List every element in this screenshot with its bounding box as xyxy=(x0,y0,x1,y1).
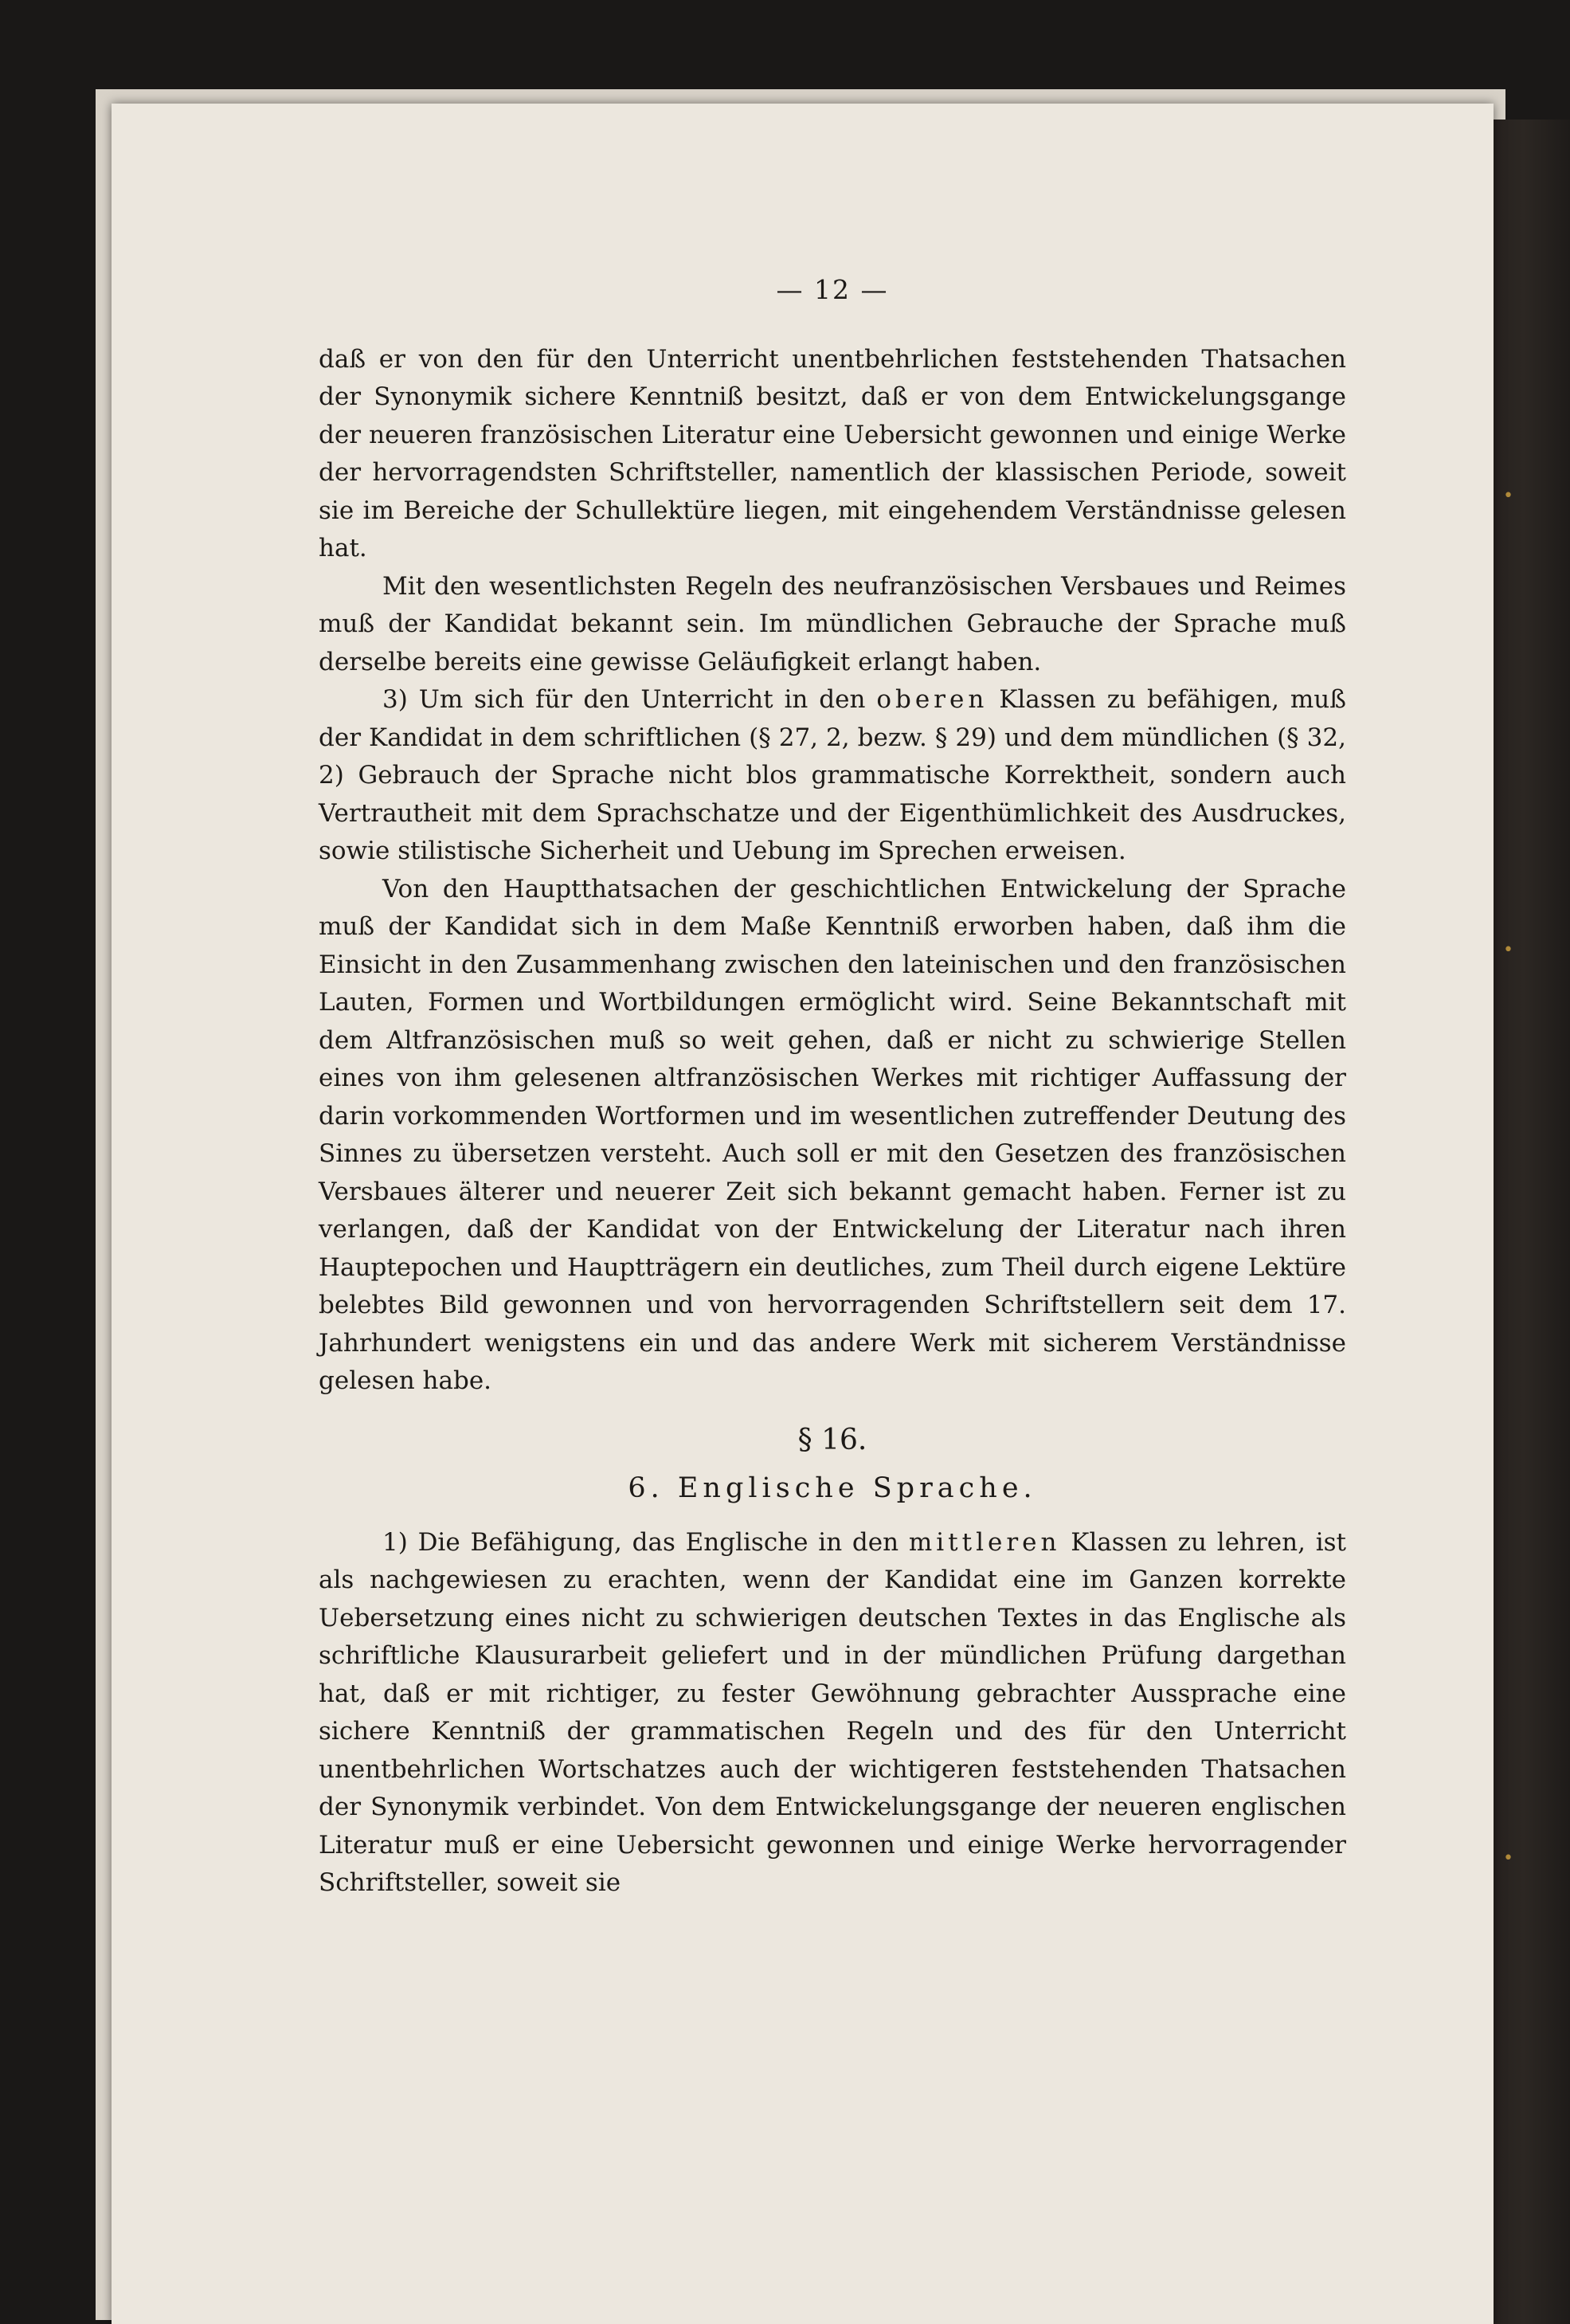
page-number: — 12 — xyxy=(776,274,889,305)
section-heading: 6. Englische Sprache. xyxy=(628,1472,1037,1504)
adjacent-page-edge xyxy=(1494,120,1570,2324)
paragraph: daß er von den für den Unterricht unentbehrlichen feststehenden Thatsachen der Synonymik sichere Kenntniß besitzt, daß er von dem Entwickelungsgange der neueren französischen Literatur eine Uebersicht gewonnen und einige Werke der hervorragendsten Schriftsteller, namentlich der klassischen Periode, soweit sie im Bereiche der Schullektüre liegen, mit eingehendem Verständnisse gelesen hat. xyxy=(319,344,1346,562)
edge-mark: • xyxy=(1503,940,1513,960)
emphasized-word: mittleren xyxy=(908,1527,1061,1557)
section-number: § 16. xyxy=(797,1423,867,1456)
paragraph: Mit den wesentlichsten Regeln des neufranzösischen Versbaues und Reimes muß der Kandidat bekannt sein. Im mündlichen Gebrauche der Sprache muß derselbe bereits eine gewisse Geläufigkeit erlangt haben. xyxy=(319,571,1346,676)
paragraph: Von den Hauptthatsachen der geschichtlichen Entwickelung der Sprache muß der Kandidat sich in dem Maße Kenntniß erworben haben, daß ihm die Einsicht in den Zusammenhang zwischen den lateinischen und den französischen Lauten, Formen und Wortbildungen ermöglicht wird. Seine Bekanntschaft mit dem Altfranzösischen muß so weit gehen, daß er nicht zu schwierige Stellen eines von ihm gelesenen altfranzösischen Werkes mit richtiger Auffassung der darin vorkommenden Wortformen und im wesentlichen zutreffender Deutung des Sinnes zu übersetzen versteht. Auch soll er mit den Gesetzen des französischen Versbaues älterer und neuerer Zeit sich bekannt gemacht haben. Ferner ist zu verlangen, daß der Kandidat von der Entwickelung der Literatur nach ihren Hauptepochen und Hauptträgern ein deutliches, zum Theil durch eigene Lektüre belebtes Bild gewonnen und von hervorragenden Schriftstellern seit dem 17. Jahrhundert wenigstens ein und das andere Werk mit sicherem Verständnisse gelesen habe. xyxy=(319,874,1346,1395)
paragraph-text: 3) Um sich für den Unterricht in den xyxy=(382,685,877,714)
paragraph-text: 1) Die Befähigung, das Englische in den xyxy=(382,1527,909,1557)
paragraph xyxy=(319,1524,1346,1903)
edge-mark: • xyxy=(1503,1848,1513,1868)
paragraph-text: Klassen zu befähigen, muß der Kandidat in dem schriftlichen (§ 27, 2, bezw. § 29) und dem mündlichen (§ 32, 2) Gebrauch der Sprache nicht blos grammatische Korrektheit, sondern auch Vertrautheit mit dem Sprachschatze und der Eigenthümlichkeit des Ausdruckes, sowie stilistische Sicherheit und Uebung im Sprechen erweisen. xyxy=(319,685,1346,865)
paragraph xyxy=(319,681,1346,871)
edge-mark: • xyxy=(1503,486,1513,506)
paragraph-text: Klassen zu lehren, ist als nachgewiesen zu erachten, wenn der Kandidat eine im Ganzen korrekte Uebersetzung eines nicht zu schwierigen deutschen Textes in das Englische als schriftliche Klausurarbeit geliefert und in der mündlichen Prüfung dargethan hat, daß er mit richtiger, zu fester Gewöhnung gebrachter Aussprache eine sichere Kenntniß der grammatischen Regeln und des für den Unterricht unentbehrlichen Wortschatzes auch der wichtigeren feststehenden Thatsachen der Synonymik verbindet. Von dem Entwickelungsgange der neueren englischen Literatur muß er eine Uebersicht gewonnen und einige Werke hervorragender Schriftsteller, soweit sie xyxy=(319,1527,1346,1897)
emphasized-word: oberen xyxy=(876,685,989,714)
page-content xyxy=(319,271,1346,1903)
